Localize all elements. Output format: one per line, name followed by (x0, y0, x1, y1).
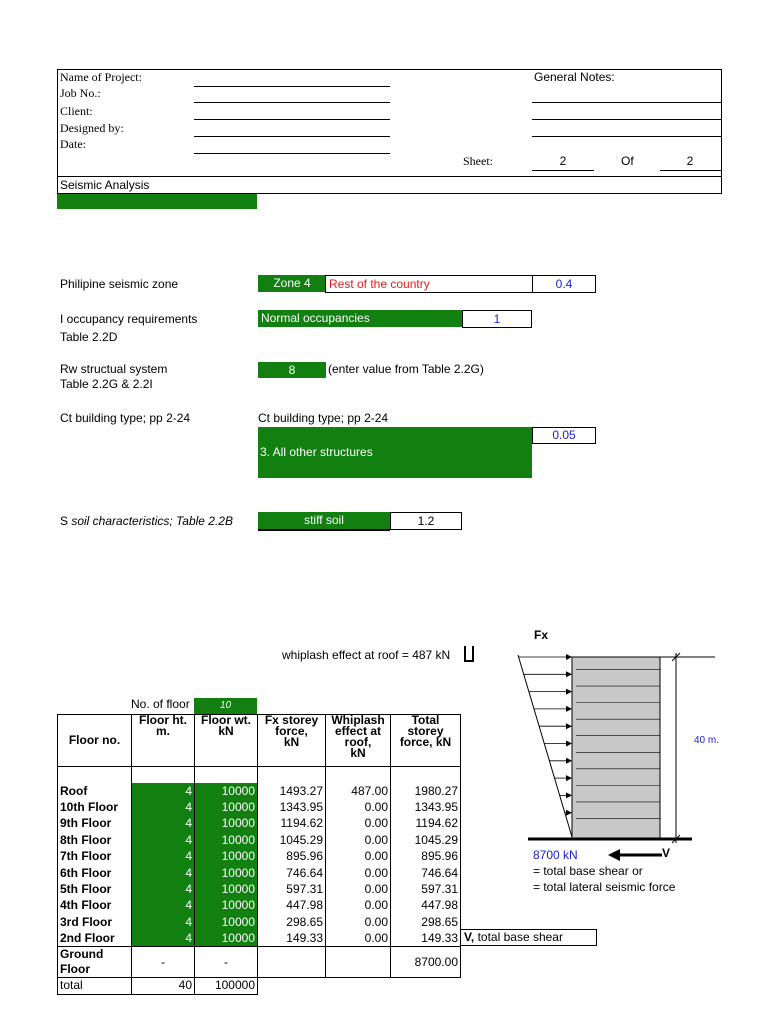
fx-force: 149.33 (258, 930, 326, 946)
floor-name: 3rd Floor (58, 914, 132, 930)
soil-label-text: soil characteristics; Table 2.2B (71, 514, 233, 528)
header-whiplash: Whiplash effect at roof, kN (326, 715, 391, 767)
job-field-line[interactable] (194, 102, 390, 103)
table-row (58, 881, 461, 897)
label-designed: Designed by: (60, 121, 124, 135)
force-arrow (555, 775, 572, 781)
fx-force: 1493.27 (258, 783, 326, 799)
floor-weight[interactable]: 10000 (195, 783, 258, 799)
total-height: 40 (132, 978, 195, 994)
occupancy-factor: 1 (462, 310, 532, 328)
label-job: Job No.: (60, 86, 101, 100)
table-row (58, 865, 461, 881)
force-arrow (544, 741, 572, 747)
section-title-row (57, 176, 722, 194)
floor-height[interactable]: 4 (132, 848, 195, 864)
total-force: 447.98 (391, 898, 461, 914)
floor-name: 9th Floor (58, 816, 132, 832)
force-arrows (519, 654, 572, 816)
sheet-number: 2 (559, 154, 567, 168)
storey-force-table (57, 714, 461, 995)
zone-description: Rest of the country (325, 275, 533, 293)
sheet-label: Sheet: (463, 154, 493, 168)
v-label: V (662, 846, 671, 860)
floor-height[interactable]: 4 (132, 832, 195, 848)
occupancy-table-ref: Table 2.2D (60, 330, 118, 344)
floor-name: Roof (58, 783, 132, 799)
label-client: Client: (60, 104, 93, 118)
ct-heading: Ct building type; pp 2-24 (258, 411, 389, 425)
zone-factor: 0.4 (532, 275, 596, 293)
fx-force: 1045.29 (258, 832, 326, 848)
label-date: Date: (60, 137, 86, 151)
floor-weight[interactable]: 10000 (195, 816, 258, 832)
floor-weight[interactable]: 10000 (195, 930, 258, 946)
occupancy-label: I occupancy requirements (60, 312, 198, 326)
header-floor-ht: Floor ht. m. (132, 715, 195, 767)
fx-force: 298.65 (258, 914, 326, 930)
floor-height[interactable]: 4 (132, 898, 195, 914)
notes-line-3[interactable] (532, 136, 721, 137)
floor-weight[interactable]: 10000 (195, 881, 258, 897)
seismic-force-diagram (510, 645, 725, 850)
height-dimension-label: 40 m. (694, 735, 720, 746)
total-force: 149.33 (391, 930, 461, 946)
of-number-line (660, 170, 721, 171)
total-force: 1194.62 (391, 816, 461, 832)
fx-force: 1343.95 (258, 799, 326, 815)
force-arrow (529, 689, 572, 695)
label-project: Name of Project: (60, 70, 142, 84)
base-shear-note (460, 929, 597, 946)
whiplash-force: 0.00 (326, 799, 391, 815)
floor-name: 8th Floor (58, 832, 132, 848)
ground-floor-wt: - (195, 947, 258, 978)
table-row (58, 848, 461, 864)
total-force: 1980.27 (391, 783, 461, 799)
ct-factor: 0.05 (532, 427, 596, 444)
header-fx: Fx storey force, kN (258, 715, 326, 767)
whiplash-force: 0.00 (326, 848, 391, 864)
no-of-floor-label: No. of floor (131, 697, 190, 711)
whiplash-force: 0.00 (326, 914, 391, 930)
table-row (58, 783, 461, 799)
roof-bracket-icon (464, 645, 474, 663)
table-row (58, 832, 461, 848)
building-elevation (572, 657, 660, 839)
floor-height[interactable]: 4 (132, 816, 195, 832)
whiplash-force: 487.00 (326, 783, 391, 799)
total-force: 597.31 (391, 881, 461, 897)
floor-weight[interactable]: 10000 (195, 865, 258, 881)
soil-value[interactable]: stiff soil (258, 512, 390, 531)
floor-height[interactable]: 4 (132, 930, 195, 946)
soil-label (60, 514, 233, 528)
floor-height[interactable]: 4 (132, 799, 195, 815)
total-force: 298.65 (391, 914, 461, 930)
base-shear-v: V, (464, 930, 475, 944)
fx-label: Fx (534, 628, 549, 642)
header-total: Total storey force, kN (391, 715, 461, 767)
fx-force: 895.96 (258, 848, 326, 864)
rw-label: Rw structual system (60, 362, 168, 376)
fx-force: 597.31 (258, 881, 326, 897)
force-arrow (539, 723, 572, 729)
floor-height[interactable]: 4 (132, 914, 195, 930)
ct-value[interactable]: 3. All other structures (258, 427, 532, 478)
base-shear-text: total base shear (474, 930, 563, 944)
table-row (58, 898, 461, 914)
table-row (58, 930, 461, 946)
force-arrow (524, 671, 572, 677)
client-field-line[interactable] (194, 119, 390, 120)
whiplash-force: 0.00 (326, 865, 391, 881)
zone-label: Philipine seismic zone (60, 277, 179, 291)
base-shear-value: 8700 kN (533, 848, 578, 862)
no-of-floor-value[interactable]: 10 (194, 698, 257, 714)
force-arrow (549, 758, 572, 764)
of-number: 2 (686, 154, 694, 168)
floor-weight[interactable]: 10000 (195, 898, 258, 914)
rw-note: (enter value from Table 2.2G) (328, 362, 484, 376)
floor-name: 2nd Floor (58, 930, 132, 946)
diagram-note-2: = total lateral seismic force (533, 880, 676, 894)
fx-force: 447.98 (258, 898, 326, 914)
whiplash-note: whiplash effect at roof = 487 kN (282, 648, 451, 662)
notes-line-2[interactable] (532, 119, 721, 120)
floor-height[interactable]: 4 (132, 783, 195, 799)
table-row (58, 816, 461, 832)
total-label: total (58, 978, 132, 994)
floor-weight[interactable]: 10000 (195, 799, 258, 815)
whiplash-force: 0.00 (326, 832, 391, 848)
header-floor-no: Floor no. (58, 715, 132, 767)
zone-value[interactable]: Zone 4 (258, 275, 326, 292)
notes-line-1[interactable] (532, 102, 721, 103)
rw-value[interactable]: 8 (258, 362, 326, 378)
total-force: 746.64 (391, 865, 461, 881)
table-row (58, 799, 461, 815)
floor-name: 4th Floor (58, 898, 132, 914)
sheet-number-line (532, 170, 594, 171)
floor-height[interactable]: 4 (132, 881, 195, 897)
rw-table-ref: Table 2.2G & 2.2I (60, 377, 153, 391)
floor-name: 6th Floor (58, 865, 132, 881)
floor-weight[interactable]: 10000 (195, 832, 258, 848)
force-envelope (518, 655, 572, 837)
ct-label: Ct building type; pp 2-24 (60, 411, 191, 425)
force-arrow (534, 706, 572, 712)
whiplash-force: 0.00 (326, 881, 391, 897)
total-force: 1045.29 (391, 832, 461, 848)
section-title: Seismic Analysis (60, 178, 150, 192)
date-field-line[interactable] (194, 153, 390, 154)
ground-floor-ht: - (132, 947, 195, 978)
floor-name: 10th Floor (58, 799, 132, 815)
general-notes-label: General Notes: (534, 70, 615, 84)
total-weight: 100000 (195, 978, 258, 994)
force-arrow (560, 792, 572, 798)
base-shear-total: 8700.00 (391, 947, 461, 978)
force-arrow (519, 654, 572, 660)
floor-weight[interactable]: 10000 (195, 848, 258, 864)
occupancy-value[interactable]: Normal occupancies (258, 310, 463, 327)
total-force: 895.96 (391, 848, 461, 864)
total-force: 1343.95 (391, 799, 461, 815)
soil-label-prefix: S (60, 514, 72, 528)
floor-weight[interactable]: 10000 (195, 914, 258, 930)
fx-force: 746.64 (258, 865, 326, 881)
soil-factor: 1.2 (390, 512, 462, 530)
diagram-note-1: = total base shear or (533, 864, 643, 878)
table-row (58, 914, 461, 930)
project-field-line[interactable] (194, 86, 390, 87)
ground-floor-label: Ground Floor (58, 947, 132, 978)
floor-name: 5th Floor (58, 881, 132, 897)
floor-name: 7th Floor (58, 848, 132, 864)
designed-field-line[interactable] (194, 136, 390, 137)
header-floor-wt: Floor wt. kN (195, 715, 258, 767)
floor-height[interactable]: 4 (132, 865, 195, 881)
whiplash-force: 0.00 (326, 898, 391, 914)
fx-force: 1194.62 (258, 816, 326, 832)
section-green-bar (57, 194, 257, 209)
of-label: Of (621, 154, 634, 168)
whiplash-force: 0.00 (326, 930, 391, 946)
base-shear-arrow-icon (608, 848, 664, 862)
whiplash-force: 0.00 (326, 816, 391, 832)
